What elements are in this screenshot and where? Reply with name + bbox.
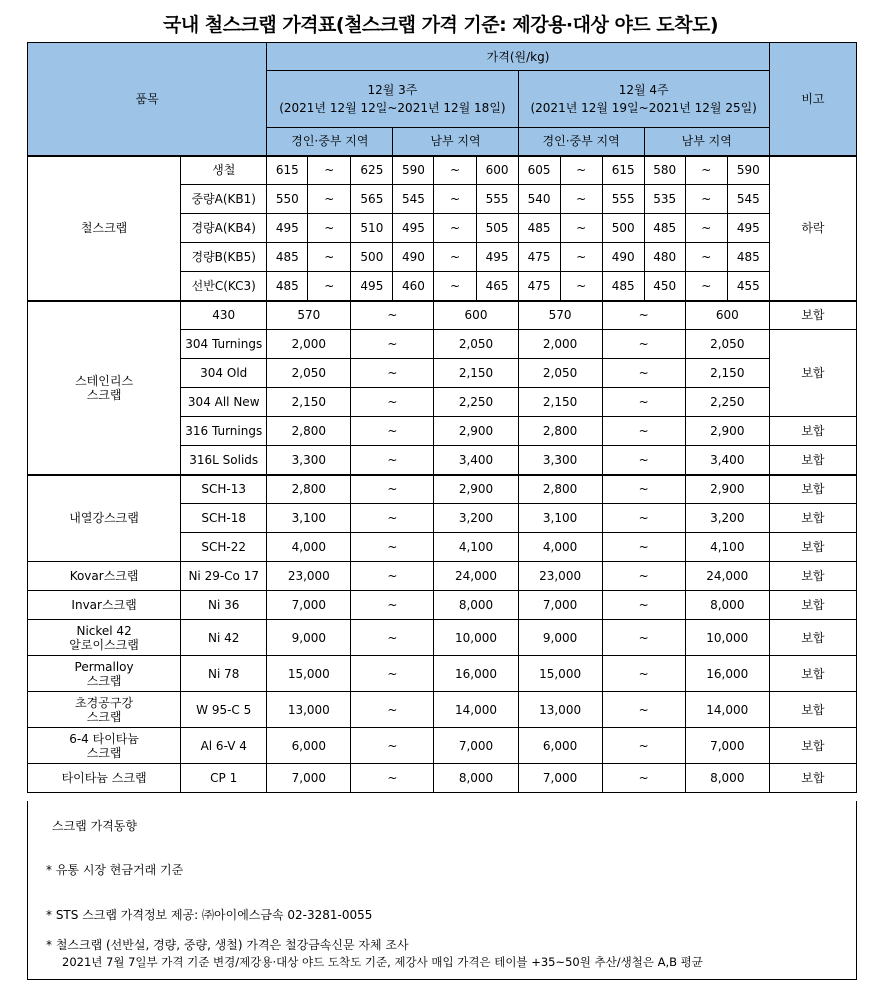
tilde-cell: ~ [560,243,602,272]
remark-cell: 보합 [769,591,856,620]
remark-cell: 보합 [769,656,856,692]
remark-cell: 보합 [769,533,856,562]
grade-cell: Ni 78 [181,656,267,692]
tilde-cell: ~ [351,533,434,562]
price-cell: 2,250 [685,388,769,417]
price-cell: 475 [518,272,560,301]
header-price: 가격(원/kg) [267,43,770,71]
tilde-cell: ~ [602,728,685,764]
price-cell: 9,000 [267,620,351,656]
price-cell: 24,000 [434,562,518,591]
notes-box [27,801,857,980]
grade-cell: SCH-18 [181,504,267,533]
price-cell: 2,050 [434,330,518,359]
tilde-cell: ~ [308,214,351,243]
category-stainless: 스테인리스 스크랩 [28,301,181,475]
price-cell: 7,000 [267,591,351,620]
tilde-cell: ~ [351,591,434,620]
price-cell: 7,000 [685,728,769,764]
tilde-cell: ~ [602,446,685,475]
tilde-cell: ~ [434,156,476,185]
tilde-cell: ~ [685,272,727,301]
price-cell: 460 [393,272,434,301]
category-permalloy: Permalloy 스크랩 [28,656,181,692]
price-cell: 600 [685,301,769,330]
price-cell: 9,000 [518,620,602,656]
tilde-cell: ~ [602,330,685,359]
tilde-cell: ~ [351,562,434,591]
price-cell: 2,000 [518,330,602,359]
remark-cell: 보합 [769,330,856,417]
tilde-cell: ~ [602,301,685,330]
tilde-cell: ~ [434,185,476,214]
table-row [28,562,857,591]
price-cell: 6,000 [267,728,351,764]
price-cell: 4,000 [518,533,602,562]
tilde-cell: ~ [685,156,727,185]
price-cell: 3,400 [685,446,769,475]
price-cell: 485 [267,272,308,301]
price-cell: 4,000 [267,533,351,562]
price-cell: 2,050 [685,330,769,359]
grade-cell: Ni 29-Co 17 [181,562,267,591]
tilde-cell: ~ [602,562,685,591]
price-cell: 8,000 [685,591,769,620]
tilde-cell: ~ [560,272,602,301]
tilde-cell: ~ [560,156,602,185]
price-cell: 2,800 [518,417,602,446]
price-cell: 7,000 [518,591,602,620]
price-cell: 3,100 [518,504,602,533]
category-tool-steel: 초경공구강 스크랩 [28,692,181,728]
table-row [28,620,857,656]
table-row [28,764,857,793]
tilde-cell: ~ [351,388,434,417]
tilde-cell: ~ [602,656,685,692]
price-cell: 580 [644,156,685,185]
tilde-cell: ~ [434,214,476,243]
category-titanium: 타이타늄 스크랩 [28,764,181,793]
price-cell: 545 [393,185,434,214]
price-cell: 495 [267,214,308,243]
remark-iron: 하락 [769,156,856,301]
tilde-cell: ~ [602,620,685,656]
tilde-cell: ~ [602,764,685,793]
price-cell: 2,900 [685,475,769,504]
price-cell: 2,800 [518,475,602,504]
tilde-cell: ~ [351,620,434,656]
tilde-cell: ~ [351,764,434,793]
grade-cell: SCH-13 [181,475,267,504]
price-cell: 13,000 [518,692,602,728]
grade-cell: SCH-22 [181,533,267,562]
price-cell: 570 [267,301,351,330]
price-cell: 495 [476,243,518,272]
price-cell: 14,000 [434,692,518,728]
price-cell: 485 [267,243,308,272]
price-cell: 605 [518,156,560,185]
tilde-cell: ~ [602,359,685,388]
tilde-cell: ~ [308,272,351,301]
price-cell: 16,000 [434,656,518,692]
price-cell: 600 [476,156,518,185]
price-cell: 590 [393,156,434,185]
grade-cell: Al 6-V 4 [181,728,267,764]
price-cell: 555 [602,185,644,214]
tilde-cell: ~ [308,185,351,214]
remark-cell: 보합 [769,620,856,656]
price-cell: 500 [351,243,393,272]
price-cell: 14,000 [685,692,769,728]
price-cell: 2,150 [434,359,518,388]
category-iron: 철스크랩 [28,156,181,301]
table-row [28,475,857,504]
price-cell: 495 [393,214,434,243]
header-week-2: 12월 4주 (2021년 12월 19일~2021년 12월 25일) [518,71,769,128]
tilde-cell: ~ [602,533,685,562]
price-cell: 2,900 [434,475,518,504]
category-titanium-64: 6-4 타이타늄 스크랩 [28,728,181,764]
note-item: 2021년 7월 7일부 가격 기준 변경/제강용·대상 야드 도착도 기준, 제강사 매입 가격은 테이블 +35~50원 추산/생철은 A,B 평균 [62,955,703,969]
notes-trend: 스크랩 가격동향 [52,819,137,833]
tilde-cell: ~ [351,417,434,446]
price-cell: 2,800 [267,475,351,504]
price-cell: 7,000 [518,764,602,793]
price-cell: 495 [727,214,769,243]
price-cell: 2,150 [267,388,351,417]
header-region-central: 경인·중부 지역 [518,128,644,156]
price-cell: 3,200 [685,504,769,533]
price-cell: 570 [518,301,602,330]
grade-cell: 경량A(KB4) [181,214,267,243]
remark-cell: 보합 [769,301,856,330]
remark-cell: 보합 [769,764,856,793]
price-table [27,42,857,793]
price-cell: 485 [727,243,769,272]
price-cell: 535 [644,185,685,214]
price-cell: 2,900 [434,417,518,446]
price-cell: 8,000 [434,591,518,620]
grade-cell: 304 Turnings [181,330,267,359]
price-cell: 625 [351,156,393,185]
tilde-cell: ~ [351,301,434,330]
price-cell: 23,000 [267,562,351,591]
grade-cell: 430 [181,301,267,330]
remark-cell: 보합 [769,475,856,504]
tilde-cell: ~ [351,359,434,388]
price-cell: 615 [267,156,308,185]
table-row [28,728,857,764]
price-cell: 550 [267,185,308,214]
category-invar: Invar스크랩 [28,591,181,620]
price-cell: 600 [434,301,518,330]
tilde-cell: ~ [434,243,476,272]
header-region-south: 남부 지역 [393,128,518,156]
price-cell: 3,400 [434,446,518,475]
tilde-cell: ~ [351,475,434,504]
tilde-cell: ~ [602,504,685,533]
remark-cell: 보합 [769,417,856,446]
price-cell: 6,000 [518,728,602,764]
category-nickel-42: Nickel 42 알로이스크랩 [28,620,181,656]
price-cell: 3,300 [518,446,602,475]
remark-cell: 보합 [769,446,856,475]
table-row [28,591,857,620]
category-kovar: Kovar스크랩 [28,562,181,591]
price-cell: 455 [727,272,769,301]
price-cell: 510 [351,214,393,243]
price-cell: 480 [644,243,685,272]
remark-cell: 보합 [769,692,856,728]
price-cell: 2,900 [685,417,769,446]
note-item: * 유통 시장 현금거래 기준 [46,863,184,877]
price-cell: 15,000 [267,656,351,692]
table-row [28,156,857,185]
tilde-cell: ~ [602,388,685,417]
tilde-cell: ~ [685,214,727,243]
tilde-cell: ~ [351,504,434,533]
price-cell: 555 [476,185,518,214]
tilde-cell: ~ [308,243,351,272]
grade-cell: Ni 42 [181,620,267,656]
price-cell: 485 [644,214,685,243]
tilde-cell: ~ [351,692,434,728]
price-cell: 485 [602,272,644,301]
grade-cell: Ni 36 [181,591,267,620]
price-cell: 2,050 [267,359,351,388]
price-cell: 565 [351,185,393,214]
price-cell: 490 [393,243,434,272]
grade-cell: 316 Turnings [181,417,267,446]
price-cell: 2,150 [518,388,602,417]
price-cell: 2,150 [685,359,769,388]
price-cell: 7,000 [434,728,518,764]
price-cell: 13,000 [267,692,351,728]
price-cell: 4,100 [685,533,769,562]
price-cell: 2,250 [434,388,518,417]
tilde-cell: ~ [560,214,602,243]
price-cell: 2,800 [267,417,351,446]
price-cell: 16,000 [685,656,769,692]
tilde-cell: ~ [685,185,727,214]
price-cell: 545 [727,185,769,214]
tilde-cell: ~ [351,728,434,764]
price-cell: 24,000 [685,562,769,591]
grade-cell: 생철 [181,156,267,185]
remark-cell: 보합 [769,562,856,591]
remark-cell: 보합 [769,728,856,764]
tilde-cell: ~ [602,417,685,446]
tilde-cell: ~ [351,446,434,475]
grade-cell: 304 Old [181,359,267,388]
price-cell: 10,000 [434,620,518,656]
price-cell: 495 [351,272,393,301]
grade-cell: 선반C(KC3) [181,272,267,301]
price-cell: 7,000 [267,764,351,793]
grade-cell: CP 1 [181,764,267,793]
price-cell: 3,100 [267,504,351,533]
price-cell: 500 [602,214,644,243]
grade-cell: 304 All New [181,388,267,417]
price-cell: 4,100 [434,533,518,562]
page-title: 국내 철스크랩 가격표(철스크랩 가격 기준: 제강용·대상 야드 도착도) [162,14,719,36]
header-region-central: 경인·중부 지역 [267,128,393,156]
note-item: * 철스크랩 (선반설, 경량, 중량, 생철) 가격은 철강금속신문 자체 조사 [46,938,409,952]
price-cell: 450 [644,272,685,301]
price-cell: 540 [518,185,560,214]
tilde-cell: ~ [308,156,351,185]
price-cell: 485 [518,214,560,243]
tilde-cell: ~ [602,591,685,620]
header-region-south: 남부 지역 [644,128,769,156]
grade-cell: 중량A(KB1) [181,185,267,214]
grade-cell: W 95-C 5 [181,692,267,728]
price-cell: 3,200 [434,504,518,533]
price-cell: 23,000 [518,562,602,591]
price-cell: 475 [518,243,560,272]
grade-cell: 경량B(KB5) [181,243,267,272]
grade-cell: 316L Solids [181,446,267,475]
price-cell: 2,000 [267,330,351,359]
table-row [28,692,857,728]
category-heat-resistant: 내열강스크랩 [28,475,181,562]
price-cell: 15,000 [518,656,602,692]
tilde-cell: ~ [685,243,727,272]
price-cell: 10,000 [685,620,769,656]
price-cell: 2,050 [518,359,602,388]
tilde-cell: ~ [434,272,476,301]
header-week-1: 12월 3주 (2021년 12월 12일~2021년 12월 18일) [267,71,518,128]
price-cell: 490 [602,243,644,272]
tilde-cell: ~ [602,692,685,728]
price-cell: 505 [476,214,518,243]
header-item: 품목 [28,43,267,156]
tilde-cell: ~ [351,330,434,359]
tilde-cell: ~ [560,185,602,214]
note-item: * STS 스크랩 가격정보 제공: ㈜아이에스금속 02-3281-0055 [46,908,373,922]
table-row [28,301,857,330]
price-cell: 8,000 [685,764,769,793]
tilde-cell: ~ [351,656,434,692]
price-cell: 8,000 [434,764,518,793]
price-cell: 615 [602,156,644,185]
table-row [28,656,857,692]
price-cell: 3,300 [267,446,351,475]
tilde-cell: ~ [602,475,685,504]
price-cell: 465 [476,272,518,301]
price-cell: 590 [727,156,769,185]
remark-cell: 보합 [769,504,856,533]
header-remarks: 비고 [769,43,856,156]
